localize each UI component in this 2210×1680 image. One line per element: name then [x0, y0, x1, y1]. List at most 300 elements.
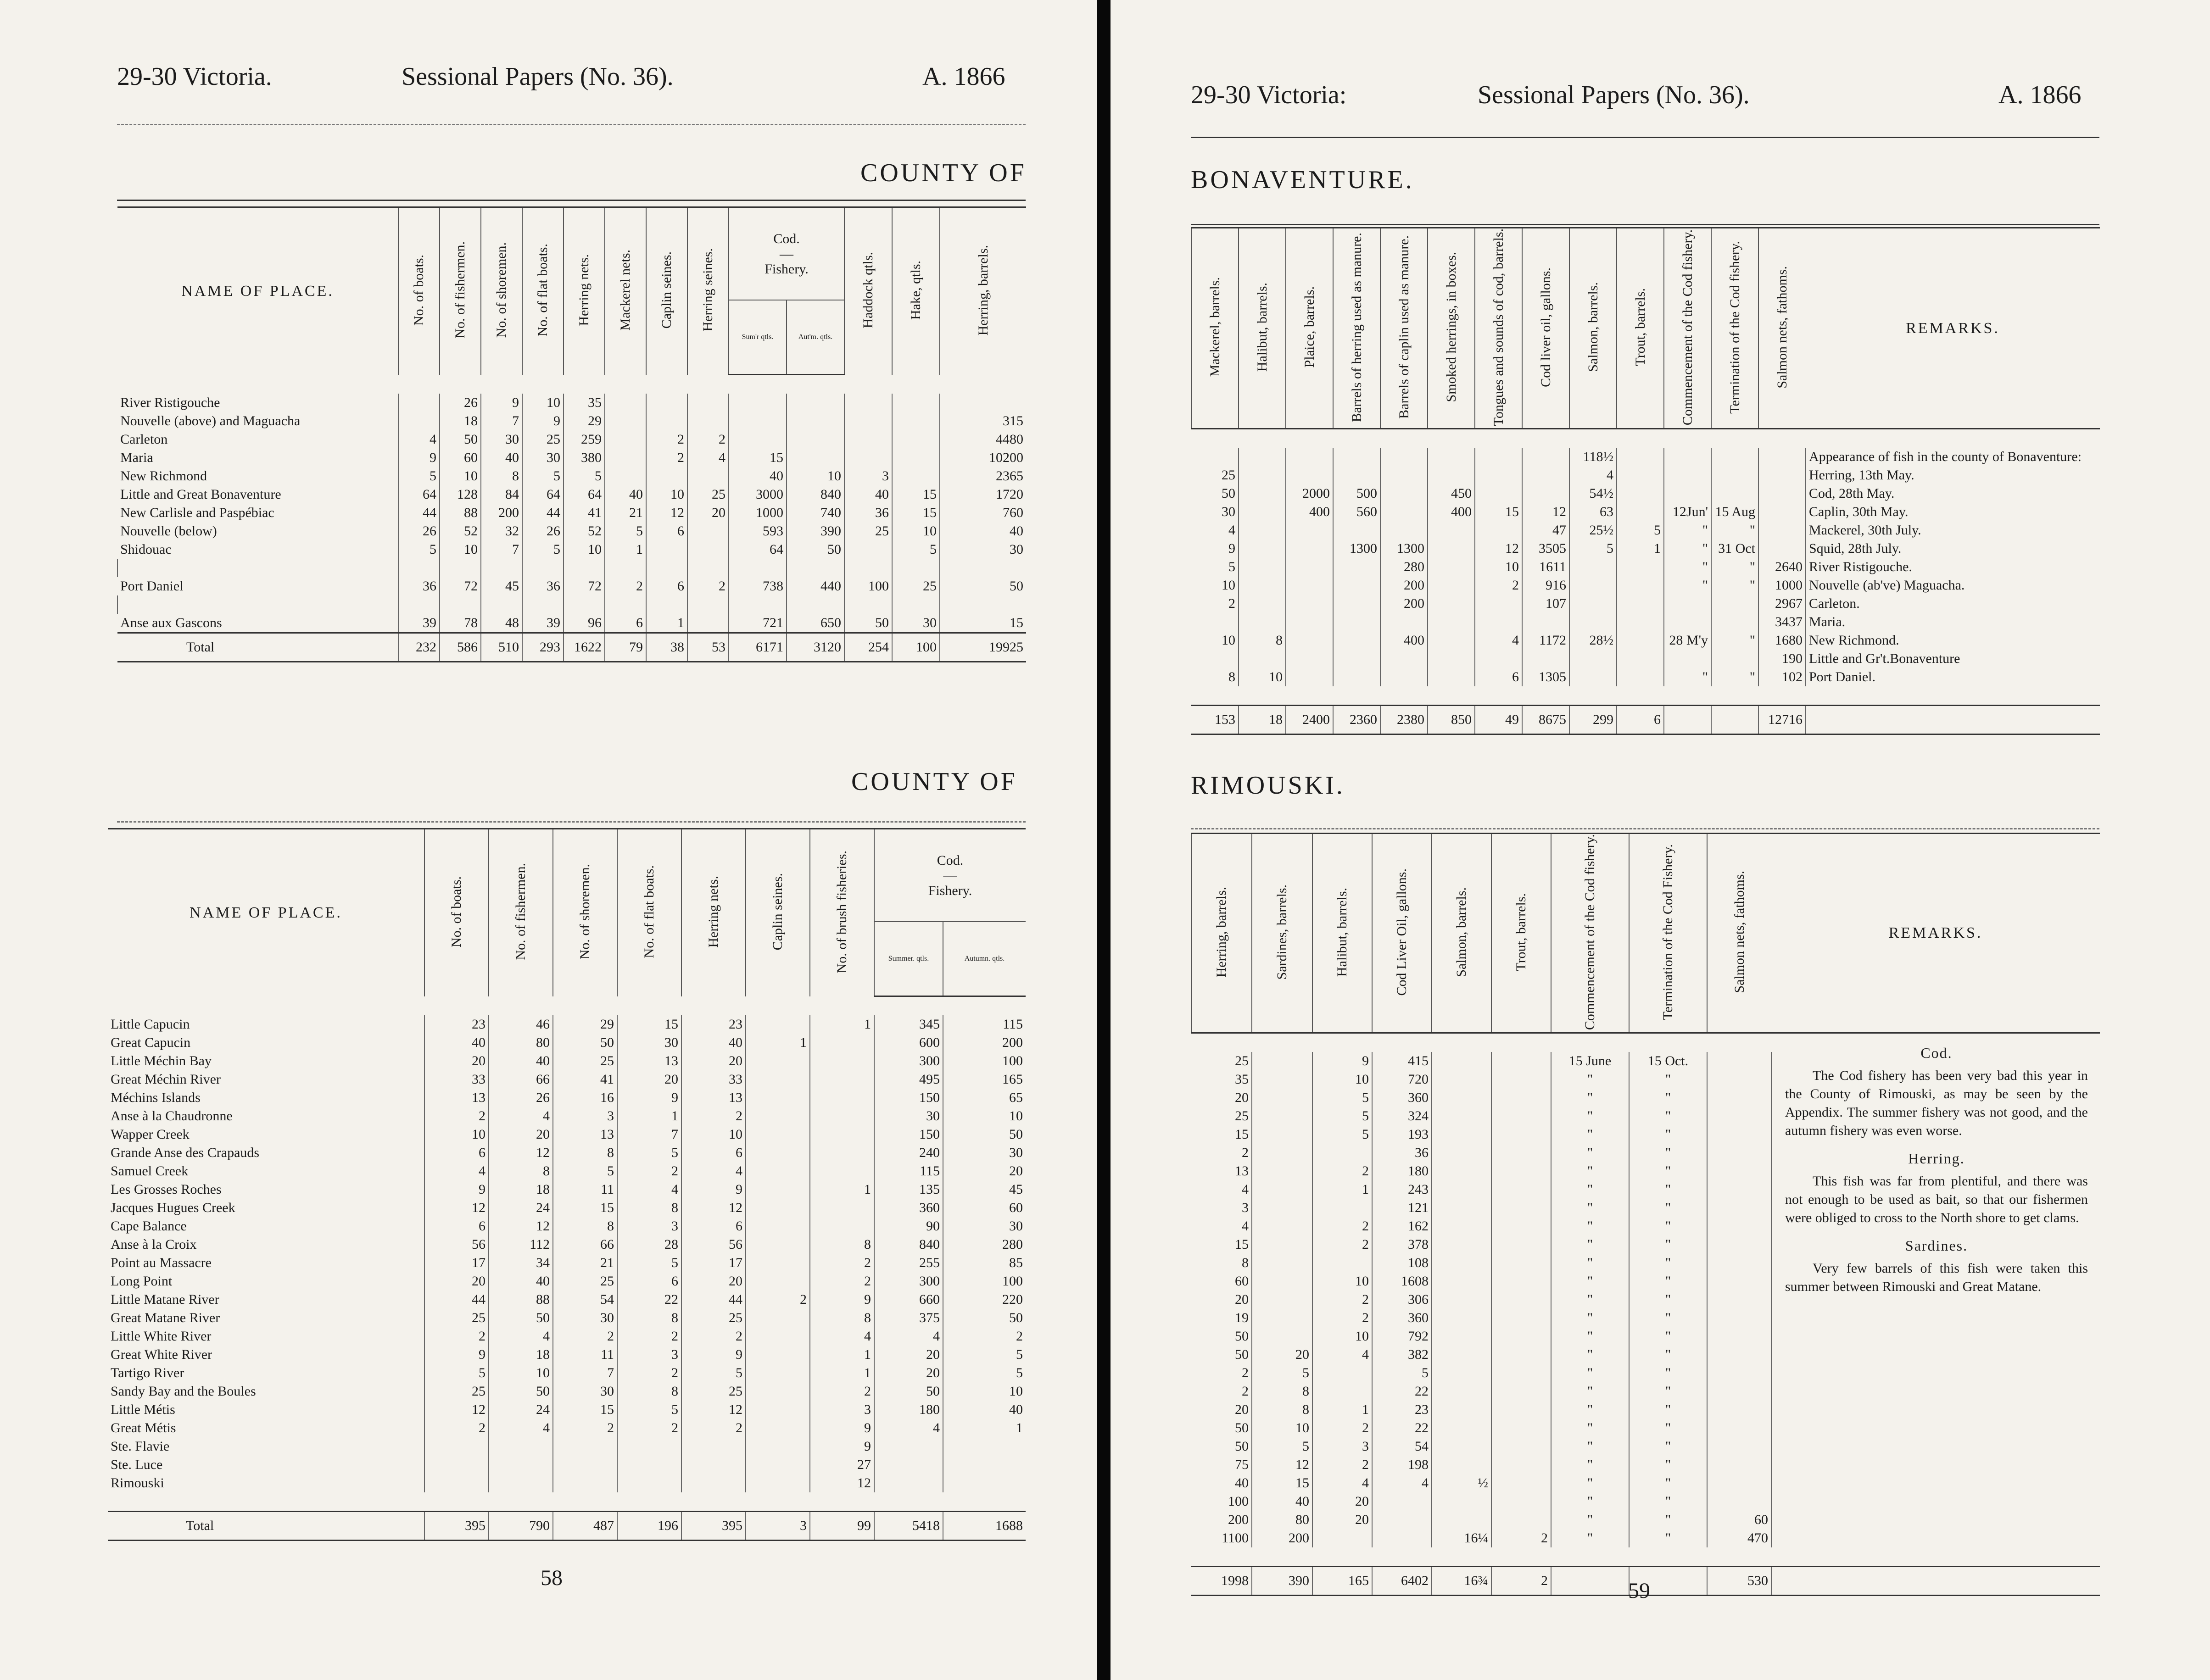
- table-cell: 5: [943, 1346, 1026, 1364]
- table-cell: [1312, 1529, 1372, 1547]
- table-cell: [1491, 1511, 1551, 1529]
- table-cell: 12: [810, 1474, 874, 1492]
- place-name: Anse à la Croix: [111, 1237, 197, 1252]
- total-row: [117, 633, 1026, 662]
- table-cell: [746, 1199, 810, 1217]
- table-cell: 10: [440, 540, 481, 559]
- table-cell: 6: [681, 1144, 746, 1162]
- column-header: [605, 207, 646, 375]
- column-header-text: Sardines, barrels.: [1274, 884, 1290, 980]
- table-cell: 2: [617, 1327, 681, 1346]
- table-cell: [1312, 1364, 1372, 1382]
- table-cell: 738: [729, 577, 787, 595]
- column-header-text: Barrels of herring used as manure.: [1349, 232, 1364, 422]
- table-cell: 840: [874, 1235, 943, 1254]
- table-cell: 4: [489, 1419, 553, 1437]
- table-cell: [1491, 1144, 1551, 1162]
- table-cell: 2: [681, 1327, 746, 1346]
- table-cell: 12Jun': [1664, 503, 1711, 521]
- table-cell: ": [1711, 576, 1758, 595]
- place-name: River Ristigouche: [120, 395, 220, 410]
- table-cell: [1569, 650, 1617, 668]
- table-cell: [1491, 1235, 1551, 1254]
- table-row: [108, 1474, 1026, 1492]
- table-cell: 20: [1312, 1492, 1372, 1511]
- table-cell: [1617, 631, 1664, 650]
- table-cell: [1491, 1199, 1551, 1217]
- table-cell: [1491, 1162, 1551, 1180]
- table-cell: [1333, 448, 1380, 466]
- table-cell: 50: [940, 577, 1026, 595]
- table-cell: [1286, 576, 1333, 595]
- table-cell: 200: [1252, 1529, 1312, 1547]
- table-cell: 200: [481, 504, 522, 522]
- table-cell: 10: [943, 1107, 1026, 1125]
- table-cell: 1: [605, 540, 646, 559]
- table-cell: 5: [1617, 521, 1664, 540]
- table-cell: 40: [1235, 1475, 1249, 1491]
- table-cell: [1707, 1291, 1771, 1309]
- table-cell: 2: [605, 577, 646, 595]
- table-cell: 5: [617, 1254, 681, 1272]
- table-cell: [1252, 1272, 1312, 1291]
- table-cell: [1707, 1309, 1771, 1327]
- table-cell: ": [1629, 1382, 1707, 1401]
- table-cell: [1707, 1346, 1771, 1364]
- table-cell: [1569, 576, 1617, 595]
- total-cell: 850: [1428, 706, 1475, 734]
- table-row: [1191, 613, 2100, 631]
- column-header: [810, 829, 874, 996]
- table-cell: 40: [729, 467, 787, 485]
- table-cell: [1475, 595, 1522, 613]
- table-cell: [1758, 466, 1806, 484]
- table-cell: [1758, 448, 1806, 466]
- table-cell: [874, 1474, 943, 1492]
- table-cell: 12: [646, 504, 687, 522]
- table-cell: 10: [564, 540, 605, 559]
- table-cell: 60: [943, 1199, 1026, 1217]
- table-cell: [810, 1217, 874, 1235]
- table-row: [108, 1162, 1026, 1180]
- table-cell: 1: [810, 1180, 874, 1199]
- table-cell: 115: [874, 1162, 943, 1180]
- table-cell: 54: [553, 1291, 617, 1309]
- column-header-text: Salmon, barrels.: [1585, 282, 1601, 373]
- table-cell: ": [1551, 1254, 1629, 1272]
- table-cell: 13: [553, 1125, 617, 1144]
- table-cell: [1252, 1235, 1312, 1254]
- place-name: Great White River: [111, 1347, 212, 1362]
- table-cell: ": [1629, 1144, 1707, 1162]
- table-row: [108, 1199, 1026, 1217]
- total-cell: 1688: [943, 1512, 1026, 1541]
- table-cell: [617, 1456, 681, 1474]
- table-cell: [1312, 1199, 1372, 1217]
- column-header-text: Mackerel nets.: [618, 249, 633, 331]
- table-cell: [746, 1052, 810, 1070]
- column-header-text: Termination of the Cod fishery.: [1727, 240, 1742, 414]
- table-cell: 30: [481, 430, 522, 449]
- remark-line: Carleton.: [1806, 595, 2100, 613]
- table-cell: ": [1551, 1492, 1629, 1511]
- table-cell: 64: [522, 485, 564, 504]
- table-cell: 440: [787, 577, 844, 595]
- table-cell: [810, 1199, 874, 1217]
- column-header-text: Caplin seines.: [770, 873, 786, 951]
- table-cell: [1491, 1456, 1551, 1474]
- table-cell: [1432, 1401, 1491, 1419]
- place-name: Great Capucin: [111, 1035, 191, 1050]
- table-cell: [1286, 448, 1333, 466]
- table-cell: 50: [844, 614, 892, 633]
- table-row: [117, 540, 1026, 559]
- table-cell: 10: [1222, 578, 1235, 593]
- table-cell: 33: [681, 1070, 746, 1089]
- table-cell: [1252, 1180, 1312, 1199]
- table-cell: [1239, 595, 1286, 613]
- table-cell: ": [1629, 1309, 1707, 1327]
- column-header-text: No. of fishermen.: [452, 241, 468, 339]
- table-cell: 240: [874, 1144, 943, 1162]
- table-cell: [1333, 613, 1380, 631]
- table-cell: 84: [481, 485, 522, 504]
- total-cell: 79: [605, 633, 646, 662]
- place-name: Little and Great Bonaventure: [120, 487, 281, 502]
- table-cell: 2: [1312, 1235, 1372, 1254]
- table-cell: ": [1629, 1199, 1707, 1217]
- table-row: [1191, 540, 2100, 558]
- table-cell: [943, 1474, 1026, 1492]
- table-cell: [1333, 595, 1380, 613]
- table-cell: 4: [874, 1327, 943, 1346]
- remark-heading: Herring.: [1908, 1150, 1965, 1167]
- table-cell: 324: [1372, 1107, 1432, 1125]
- table-cell: [1491, 1180, 1551, 1199]
- table-row: [1191, 1309, 2100, 1327]
- table-cell: 50: [1235, 1347, 1249, 1363]
- table-cell: ": [1629, 1492, 1707, 1511]
- place-name: Samuel Creek: [111, 1163, 189, 1179]
- table-cell: [1522, 466, 1569, 484]
- table-cell: [1312, 1144, 1372, 1162]
- table-cell: ": [1551, 1107, 1629, 1125]
- column-header: [1432, 834, 1491, 1033]
- table-cell: 8: [1228, 669, 1235, 685]
- table-cell: 50: [489, 1309, 553, 1327]
- table-cell: 5: [605, 522, 646, 540]
- table-cell: [489, 1456, 553, 1474]
- table-cell: [892, 394, 940, 412]
- table-cell: [1711, 466, 1758, 484]
- remark-line: Maria.: [1806, 613, 2100, 631]
- table-cell: 6: [1475, 668, 1522, 686]
- table-cell: [1191, 448, 1239, 466]
- table-cell: [746, 1070, 810, 1089]
- table-cell: [1432, 1511, 1491, 1529]
- table-cell: 400: [1428, 503, 1475, 521]
- table-cell: [1333, 576, 1380, 595]
- column-header-text: No. of shoremen.: [577, 864, 593, 960]
- table-cell: ": [1629, 1125, 1707, 1144]
- table-cell: 10: [1475, 558, 1522, 576]
- remarks-header: REMARKS.: [1771, 834, 2100, 1033]
- table-cell: ": [1629, 1474, 1707, 1492]
- table-cell: [681, 1437, 746, 1456]
- table-cell: [1428, 466, 1475, 484]
- table-cell: [1239, 521, 1286, 540]
- table-row: [108, 1401, 1026, 1419]
- table-cell: 495: [874, 1070, 943, 1089]
- table-cell: 6: [605, 614, 646, 633]
- table-cell: 29: [553, 1015, 617, 1034]
- total-cell: 395: [424, 1512, 489, 1541]
- column-header: [424, 829, 489, 996]
- table-cell: [1711, 484, 1758, 503]
- table-cell: 5: [564, 467, 605, 485]
- remark-paragraph: This fish was far from plentiful, and there was not enough to be used as bait, so that our fishermen were obliged to cross to the North shore to get clams.: [1785, 1174, 2088, 1225]
- table-cell: [746, 1437, 810, 1456]
- table-row: [108, 1235, 1026, 1254]
- table-cell: 2: [424, 1419, 489, 1437]
- table-cell: [1428, 650, 1475, 668]
- total-cell: 299: [1569, 706, 1617, 734]
- table-row: [1191, 1474, 2100, 1492]
- table-cell: [810, 1107, 874, 1125]
- table-cell: 220: [943, 1291, 1026, 1309]
- table-row: [1191, 1529, 2100, 1547]
- place-name: Port Daniel: [120, 579, 184, 594]
- table-cell: 2: [553, 1419, 617, 1437]
- table-cell: 13: [1235, 1163, 1249, 1179]
- table-cell: [1707, 1382, 1771, 1401]
- table-cell: 50: [440, 430, 481, 449]
- total-cell: [1711, 706, 1758, 734]
- table-cell: 66: [553, 1235, 617, 1254]
- table-cell: 8: [1239, 631, 1286, 650]
- table-cell: ": [1629, 1089, 1707, 1107]
- table-cell: [1380, 650, 1428, 668]
- table-cell: [646, 467, 687, 485]
- table-cell: 80: [489, 1034, 553, 1052]
- table-cell: [1312, 1254, 1372, 1272]
- remarks-header: REMARKS.: [1806, 228, 2100, 429]
- table-cell: 15: [553, 1401, 617, 1419]
- table-cell: 90: [874, 1217, 943, 1235]
- table-cell: [605, 394, 646, 412]
- table-cell: [553, 1456, 617, 1474]
- table-cell: [810, 1089, 874, 1107]
- table-cell: ": [1551, 1529, 1629, 1547]
- table-cell: [844, 449, 892, 467]
- column-header: [892, 207, 940, 375]
- table-cell: 1680: [1758, 631, 1806, 650]
- table-cell: [1432, 1364, 1491, 1382]
- table-cell: 400: [1380, 631, 1428, 650]
- table-cell: 50: [489, 1382, 553, 1401]
- table-cell: [1432, 1456, 1491, 1474]
- column-header: [646, 207, 687, 375]
- table-row: [1191, 631, 2100, 650]
- table-cell: 470: [1707, 1529, 1771, 1547]
- table-cell: [1432, 1107, 1491, 1125]
- table-cell: 18: [489, 1180, 553, 1199]
- table-cell: [1432, 1272, 1491, 1291]
- table-cell: 34: [489, 1254, 553, 1272]
- table-cell: [1664, 595, 1711, 613]
- table-cell: 22: [1372, 1382, 1432, 1401]
- total-cell: 6402: [1372, 1567, 1432, 1596]
- table-cell: [1252, 1052, 1312, 1070]
- table-cell: 1720: [940, 485, 1026, 504]
- table-cell: [687, 522, 729, 540]
- table-cell: [1707, 1070, 1771, 1089]
- table-cell: [1664, 466, 1711, 484]
- table-cell: 2: [617, 1364, 681, 1382]
- table-cell: ": [1551, 1217, 1629, 1235]
- table-cell: [1286, 650, 1333, 668]
- section-rule: [117, 200, 1026, 201]
- table-row: [108, 1034, 1026, 1052]
- table-cell: 20: [943, 1162, 1026, 1180]
- column-header: [1312, 834, 1372, 1033]
- table-cell: 200: [943, 1034, 1026, 1052]
- table-cell: 360: [874, 1199, 943, 1217]
- table-cell: [746, 1125, 810, 1144]
- table-cell: 1: [1617, 540, 1664, 558]
- table-cell: [1707, 1419, 1771, 1437]
- cod-sub-header: Aut'm. qtls.: [787, 300, 844, 375]
- table-cell: [746, 1327, 810, 1346]
- table-cell: 720: [1372, 1070, 1432, 1089]
- table-cell: [1432, 1144, 1491, 1162]
- table-cell: [892, 467, 940, 485]
- table-cell: [1286, 668, 1333, 686]
- table-cell: 5: [1252, 1364, 1312, 1382]
- table-cell: ": [1551, 1162, 1629, 1180]
- table-cell: 44: [398, 504, 440, 522]
- header-center-title: Sessional Papers (No. 36).: [402, 62, 674, 91]
- table-cell: [1432, 1070, 1491, 1089]
- table-cell: 2: [617, 1419, 681, 1437]
- table-cell: [1491, 1291, 1551, 1309]
- table-cell: [1491, 1272, 1551, 1291]
- total-cell: [1551, 1567, 1629, 1596]
- table-cell: 7: [553, 1364, 617, 1382]
- table-cell: ": [1629, 1401, 1707, 1419]
- total-cell: 3: [746, 1512, 810, 1541]
- table-cell: 25: [553, 1272, 617, 1291]
- header-rule-right: [1191, 137, 2099, 138]
- table-cell: 107: [1522, 595, 1569, 613]
- table-cell: 20: [687, 504, 729, 522]
- table-cell: 5: [1372, 1364, 1432, 1382]
- table-cell: 5: [522, 467, 564, 485]
- table-cell: 64: [398, 485, 440, 504]
- place-name: Ste. Flavie: [111, 1439, 170, 1454]
- column-header: [398, 207, 440, 375]
- table-cell: 20: [681, 1052, 746, 1070]
- header-left-title: 29-30 Victoria.: [117, 62, 272, 91]
- table-cell: 72: [564, 577, 605, 595]
- table-cell: 5: [1252, 1437, 1312, 1456]
- table-cell: [1707, 1217, 1771, 1235]
- table-cell: 26: [440, 394, 481, 412]
- table-cell: 9: [810, 1419, 874, 1437]
- page-number-left: 58: [541, 1566, 563, 1590]
- table-cell: [1758, 503, 1806, 521]
- table-cell: [605, 430, 646, 449]
- table-cell: [1252, 1107, 1312, 1125]
- place-name: Little Méchin Bay: [111, 1053, 212, 1068]
- table-cell: [1522, 613, 1569, 631]
- table-cell: 165: [943, 1070, 1026, 1089]
- column-header: [687, 207, 729, 375]
- table-cell: [1758, 484, 1806, 503]
- table-cell: [892, 430, 940, 449]
- table-cell: [746, 1419, 810, 1437]
- column-header-text: No. of boats.: [449, 876, 464, 947]
- table-cell: 4: [687, 449, 729, 467]
- table-cell: 100: [943, 1272, 1026, 1291]
- column-header: [1428, 228, 1475, 429]
- table-cell: [1617, 668, 1664, 686]
- table-cell: [687, 467, 729, 485]
- table-cell: [1432, 1382, 1491, 1401]
- table-cell: 50: [943, 1125, 1026, 1144]
- place-name: Anse à la Chaudronne: [111, 1108, 233, 1124]
- table-cell: 1: [646, 614, 687, 633]
- table-cell: 25: [681, 1309, 746, 1327]
- table-cell: 26: [489, 1089, 553, 1107]
- table-cell: 150: [874, 1089, 943, 1107]
- table-row: [108, 1107, 1026, 1125]
- table-cell: [1380, 448, 1428, 466]
- table-cell: 20: [1235, 1292, 1249, 1307]
- table-cell: 10: [489, 1364, 553, 1382]
- table-cell: [1432, 1492, 1491, 1511]
- table-cell: [1312, 1382, 1372, 1401]
- table-cell: ": [1664, 668, 1711, 686]
- table-cell: 33: [424, 1070, 489, 1089]
- table-cell: 1: [1312, 1401, 1372, 1419]
- header-right-title: A. 1866: [922, 62, 1005, 91]
- total-label: Total: [117, 633, 398, 662]
- column-header-text: No. of boats.: [411, 254, 427, 326]
- table-cell: 36: [844, 504, 892, 522]
- table-cell: [943, 1437, 1026, 1456]
- remarks-cell: [1771, 1437, 2100, 1456]
- table-cell: 23: [1372, 1401, 1432, 1419]
- column-header: [681, 829, 746, 996]
- column-header-text: Barrels of caplin used as manure.: [1396, 235, 1412, 419]
- table-cell: 916: [1522, 576, 1569, 595]
- table-cell: [1239, 484, 1286, 503]
- table-cell: [646, 394, 687, 412]
- table-cell: ": [1629, 1437, 1707, 1456]
- table-cell: 11: [553, 1180, 617, 1199]
- cod-sub-header: Autumn. qtls.: [943, 922, 1026, 996]
- table-cell: 4: [681, 1162, 746, 1180]
- table-row: [108, 1254, 1026, 1272]
- table-cell: 5: [681, 1364, 746, 1382]
- table-cell: 20: [489, 1125, 553, 1144]
- county-of-label-top: COUNTY OF: [860, 159, 1027, 187]
- cod-fishery-header: [729, 207, 844, 300]
- table-cell: 2: [810, 1272, 874, 1291]
- table-cell: 25: [553, 1052, 617, 1070]
- table-cell: 50: [1222, 486, 1235, 501]
